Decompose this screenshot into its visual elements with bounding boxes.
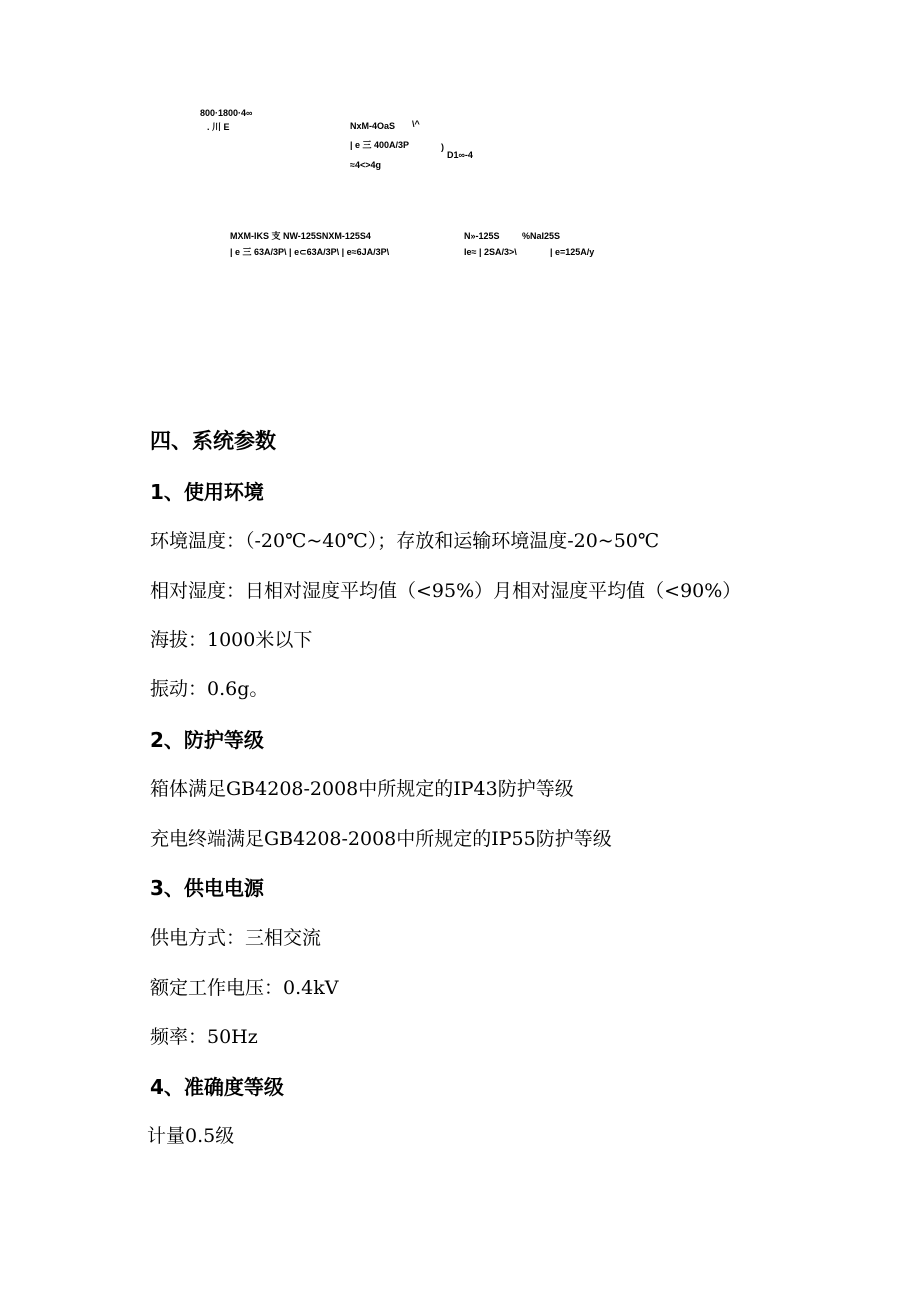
diagram-fragment: . 川 E: [207, 122, 230, 132]
power-mode: 供电方式：三相交流: [150, 927, 322, 949]
env-vibration: 振动：0.6g。: [150, 678, 269, 700]
diagram-fragment: | e 三 63A/3P\ | e⊂63A/3P\ | e≈6JA/3P\: [230, 247, 390, 257]
power-frequency: 频率：50Hz: [150, 1026, 258, 1048]
diagram-fragment: D1∞-4: [447, 150, 473, 160]
power-voltage: 额定工作电压：0.4kV: [150, 977, 339, 999]
protection-terminal: 充电终端满足GB4208-2008中所规定的IP55防护等级: [150, 828, 612, 850]
diagram-fragment: NxM-4OaS: [350, 121, 396, 131]
section-title: 四、系统参数: [150, 429, 276, 453]
accuracy-heading: 4、准确度等级: [150, 1075, 284, 1099]
diagram-fragment: N»-125S: [464, 231, 500, 241]
env-humidity: 相对湿度：日相对湿度平均值（<95%）月相对湿度平均值（<90%）: [150, 580, 742, 602]
power-heading: 3、供电电源: [150, 876, 264, 900]
accuracy-value: 计量0.5级: [147, 1125, 235, 1147]
diagram-fragment: 800·1800·4∞: [200, 108, 253, 118]
diagram-fragment: ≈4<>4g: [350, 160, 381, 170]
diagram-fragment: | e=125A/y: [550, 247, 595, 257]
diagram-fragment: ): [441, 142, 444, 152]
diagram-fragment: %NaI25S: [522, 231, 561, 241]
diagram-fragment: \^: [412, 119, 420, 129]
env-heading: 1、使用环境: [150, 480, 264, 504]
diagram-fragment: MXM-IKS 支 NW-125SNXM-125S4: [230, 231, 371, 241]
env-altitude: 海拔：1000米以下: [150, 629, 313, 651]
protection-box: 箱体满足GB4208-2008中所规定的IP43防护等级: [150, 778, 574, 800]
env-temperature: 环境温度：（-20℃~40℃）；存放和运输环境温度-20~50℃: [150, 530, 660, 552]
diagram-fragment: Ie≈ | 2SA/3>\: [464, 247, 517, 257]
protection-heading: 2、防护等级: [150, 728, 264, 752]
diagram-fragment: | e 三 400A/3P: [350, 140, 410, 150]
